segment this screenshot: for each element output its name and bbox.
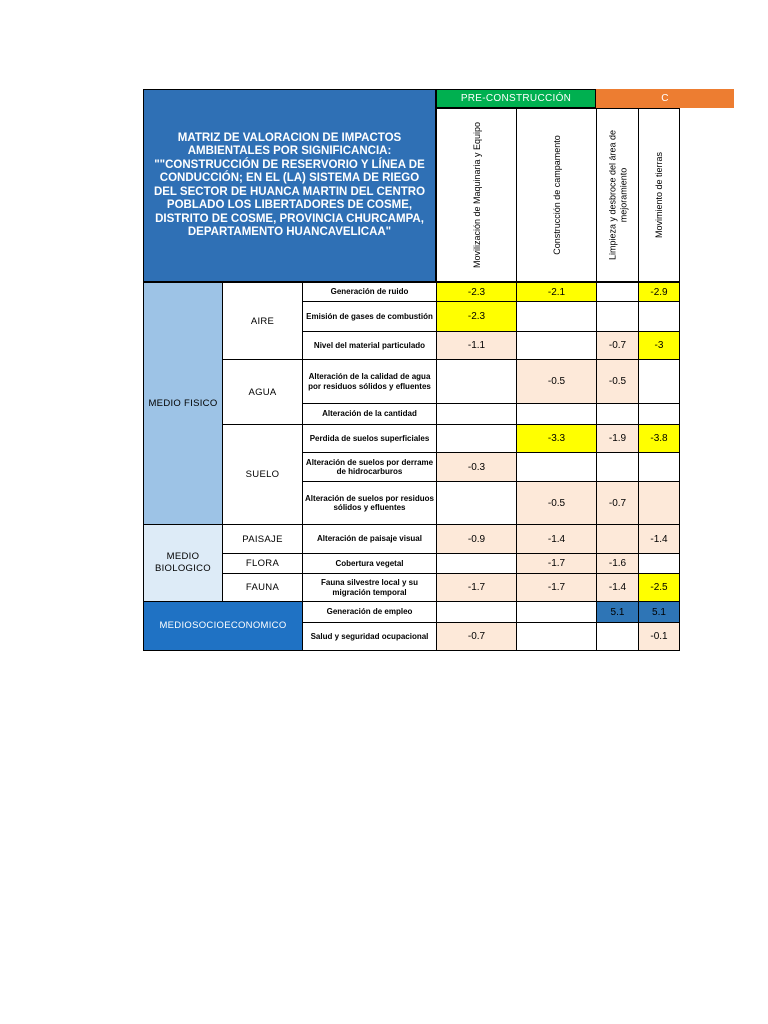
phase-pre-construction-header (436, 89, 596, 108)
medio-socioeconomico-label: MEDIOSOCIOECONOMICO (159, 620, 287, 631)
impact-label: Alteración de paisaje visual (317, 534, 422, 544)
impact-label-cell (302, 301, 437, 332)
impact-label: Perdida de suelos superficiales (309, 433, 430, 443)
activity-header-limpieza (596, 108, 639, 282)
impact-value-cell (516, 301, 597, 332)
impact-value: -0.5 (547, 376, 566, 387)
activity-header-campamento (516, 108, 597, 282)
impact-value: -2.1 (547, 286, 566, 298)
impact-value: 5.1 (652, 606, 666, 618)
impact-value-cell (596, 573, 639, 602)
matrix-title (143, 89, 436, 282)
factor-suelo-cell (222, 424, 303, 525)
factor-agua-label: AGUA (248, 386, 277, 398)
impact-value: 5.1 (610, 606, 625, 618)
medio-biologico-label: MEDIO BIOLOGICO (154, 551, 212, 574)
impact-label-cell (302, 481, 437, 525)
medio-socioeconomico-cell (143, 601, 303, 651)
impact-value-cell (638, 553, 680, 574)
phase-construction-label: C (661, 93, 669, 104)
impact-value-cell (638, 573, 680, 602)
impact-value-cell (596, 331, 639, 360)
impact-value-cell (638, 331, 680, 360)
impact-value-cell (638, 301, 680, 332)
impact-label-cell (302, 282, 437, 302)
impact-label-cell (302, 622, 437, 651)
impact-value: -2.9 (650, 286, 668, 298)
impact-label: Alteración de suelos por residuos sólidos y efluentes (305, 493, 434, 512)
factor-fauna-label: FAUNA (245, 582, 280, 593)
impact-value: -2.3 (467, 311, 486, 322)
impact-value: -0.7 (467, 631, 486, 642)
impact-value-cell (596, 359, 639, 404)
impact-value-cell (516, 424, 597, 453)
impact-value: -3.3 (547, 433, 566, 444)
impact-label: Alteración de suelos por derrame de hidrocarburos (305, 457, 434, 476)
impact-value-cell (436, 524, 517, 554)
activity-header-movimiento (638, 108, 680, 282)
impact-value-cell (638, 424, 680, 453)
impact-value: -3.8 (650, 433, 668, 444)
impact-label-cell (302, 573, 437, 602)
impact-value-cell (516, 622, 597, 651)
impact-value-cell (596, 481, 639, 525)
impact-value-cell (516, 403, 597, 425)
impact-value: -0.3 (467, 461, 486, 473)
impact-label-cell (302, 403, 437, 425)
impact-value-cell (436, 359, 517, 404)
medio-fisico-cell (143, 282, 223, 525)
impact-value-cell (436, 424, 517, 453)
impact-value-cell (638, 452, 680, 482)
impact-value: -2.5 (650, 582, 668, 593)
impact-value-cell (596, 524, 639, 554)
impact-value-cell (436, 481, 517, 525)
impact-value-cell (436, 301, 517, 332)
impact-value-cell (516, 282, 597, 302)
impact-value: -0.9 (467, 533, 486, 545)
activity-label: Movilización de Maquinaria y Equipo (471, 121, 482, 269)
factor-flora-label: FLORA (245, 558, 280, 569)
impact-value: -1.1 (467, 340, 486, 351)
impact-value: -0.5 (608, 376, 627, 387)
impact-label: Cobertura vegetal (335, 558, 404, 568)
impact-value-cell (596, 282, 639, 302)
impact-label-cell (302, 359, 437, 404)
impact-value-cell (516, 573, 597, 602)
impact-value: -1.7 (467, 582, 486, 593)
factor-agua-cell (222, 359, 303, 425)
impact-label: Generación de ruido (330, 287, 409, 297)
impact-label-cell (302, 424, 437, 453)
impact-label: Alteración de la cantidad (322, 409, 417, 419)
activity-label: Construcción de campamento (551, 135, 562, 255)
impact-value-cell (596, 424, 639, 453)
medio-biologico-cell (143, 524, 223, 602)
impact-value-cell (638, 601, 680, 623)
impact-value: -0.7 (608, 340, 627, 351)
impact-label: Emisión de gases de combustión (306, 311, 433, 321)
impact-label-cell (302, 524, 437, 554)
impact-value: -1.7 (547, 558, 566, 569)
factor-paisaje-cell (222, 524, 303, 554)
impact-value-cell (436, 622, 517, 651)
impact-label: Nivel del material particulado (313, 340, 426, 350)
impact-value: -0.1 (650, 631, 668, 642)
factor-paisaje-label: PAISAJE (242, 533, 283, 545)
impact-value-cell (436, 573, 517, 602)
medio-fisico-label: MEDIO FISICO (148, 397, 218, 409)
impact-value: -1.4 (650, 533, 668, 545)
impact-value-cell (436, 403, 517, 425)
factor-flora-cell (222, 553, 303, 574)
impact-label-cell (302, 601, 437, 623)
impact-value-cell (516, 601, 597, 623)
impact-value: -1.7 (547, 582, 566, 593)
impact-label-cell (302, 452, 437, 482)
impact-value-cell (638, 622, 680, 651)
impact-value-cell (436, 331, 517, 360)
factor-fauna-cell (222, 573, 303, 602)
impact-value: -1.9 (608, 433, 627, 444)
impact-value-cell (596, 601, 639, 623)
phase-construction-header (596, 89, 734, 108)
impact-value-cell (638, 524, 680, 554)
impact-value-cell (596, 301, 639, 332)
matrix-title-text: MATRIZ DE VALORACION DE IMPACTOS AMBIENTALES POR SIGNIFICANCIA: ""CONSTRUCCIÓN DE RESERVORIO Y LÍNEA DE CONDUCCIÓN; EN EL (LA) SISTEMA DE RIEGO DEL SECTOR DE HUANCA MARTIN DEL CENTRO POBLADO LOS LIBERTADORES DE COSME, DISTRITO DE COSME, PROVINCIA CHURCAMPA, DEPARTAMENTO HUANCAVELICAA" (153, 131, 426, 238)
impact-value: -0.7 (608, 497, 627, 509)
impact-value-cell (516, 553, 597, 574)
impact-label: Generación de empleo (326, 607, 413, 617)
activity-header-movilizacion (436, 108, 517, 282)
impact-value-cell (436, 282, 517, 302)
impact-value: -1.4 (547, 533, 566, 545)
impact-value-cell (516, 481, 597, 525)
factor-aire-cell (222, 282, 303, 360)
impact-value-cell (596, 622, 639, 651)
impact-value-cell (516, 524, 597, 554)
impact-value-cell (596, 452, 639, 482)
impact-label: Salud y seguridad ocupacional (310, 631, 429, 641)
impact-label: Fauna silvestre local y su migración temporal (321, 578, 418, 597)
impact-value-cell (638, 481, 680, 525)
impact-value-cell (436, 553, 517, 574)
impact-value-cell (596, 553, 639, 574)
impact-label-cell (302, 553, 437, 574)
impact-value: -2.3 (467, 286, 486, 298)
impact-value-cell (436, 452, 517, 482)
factor-suelo-label: SUELO (245, 469, 280, 480)
impact-value-cell (596, 403, 639, 425)
impact-value-cell (516, 359, 597, 404)
impact-value-cell (638, 282, 680, 302)
impact-label: Alteración de la calidad de agua por residuos sólidos y efluentes (308, 372, 431, 391)
activity-label: Limpieza y desbroce del área de mejoramiento (607, 129, 628, 261)
activity-label: Movimiento de tierras (653, 151, 664, 239)
impact-value-cell (516, 452, 597, 482)
impact-value-cell (638, 359, 680, 404)
phase-pre-construction-label: PRE-CONSTRUCCIÓN (460, 93, 572, 104)
impact-value-cell (436, 601, 517, 623)
factor-aire-label: AIRE (250, 315, 275, 327)
impact-value: -1.6 (608, 558, 627, 569)
impact-value: -3 (654, 340, 664, 351)
impact-value: -1.4 (608, 582, 627, 593)
impact-value: -0.5 (547, 497, 566, 509)
impact-label-cell (302, 331, 437, 360)
impact-value-cell (516, 331, 597, 360)
impact-value-cell (638, 403, 680, 425)
